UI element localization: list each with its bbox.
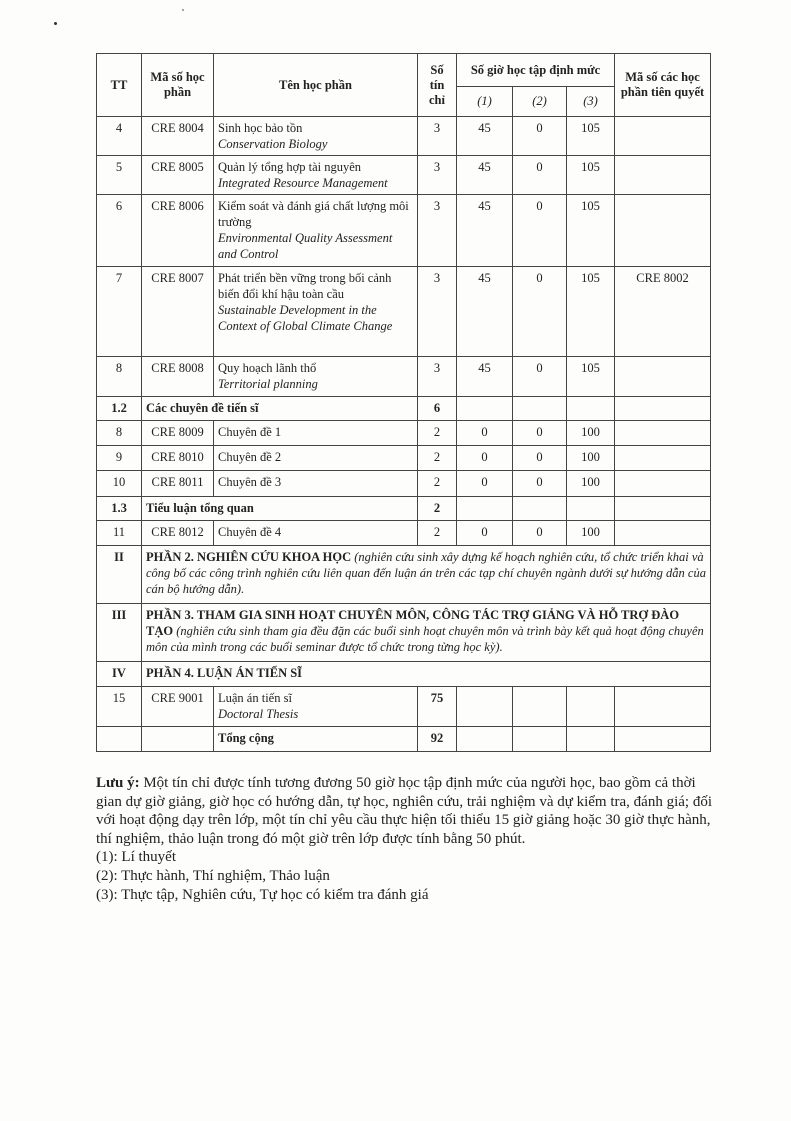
row-credits: 3 [418,156,457,195]
empty-cell [97,727,142,752]
part-row [97,604,711,662]
row-name [214,117,418,156]
empty-cell [615,421,711,446]
name-en: Sustainable Development in the Context of Global Climate Change [218,303,393,333]
row-h1: 45 [457,156,513,195]
table-row [97,421,711,446]
row-h2: 0 [513,117,567,156]
name-en: Environmental Quality Assessment and Control [218,231,393,261]
header-hours: Số giờ học tập định mức [457,54,615,87]
table-row [97,521,711,546]
row-h3: 105 [567,156,615,195]
note-label: Lưu ý: [96,775,140,791]
row-tt: 5 [97,156,142,195]
row-h2: 0 [513,421,567,446]
row-h1: 0 [457,421,513,446]
part-desc: (nghiên cứu sinh tham gia đều đặn các buổi sinh hoạt chuyên môn và trình bày kết quả hoạt động chuyên môn của mình trong các buổi seminar được tổ chức trong từng học kỳ). [146,624,704,654]
table-row [97,471,711,497]
row-code: CRE 9001 [142,687,214,727]
row-tt: 15 [97,687,142,727]
row-h2: 0 [513,471,567,497]
section-label: Tiểu luận tổng quan [142,497,418,521]
empty-cell [513,727,567,752]
total-credits: 92 [418,727,457,752]
part-title: PHẦN 2. NGHIÊN CỨU KHOA HỌC [146,550,352,564]
table-row [97,446,711,471]
header-prereq: Mã số các học phần tiên quyết [615,54,711,117]
name-vi: Luận án tiến sĩ [218,691,292,705]
row-code: CRE 8006 [142,195,214,267]
row-h1: 0 [457,446,513,471]
section-credits: 2 [418,497,457,521]
row-tt: 8 [97,357,142,397]
row-h1: 0 [457,471,513,497]
row-name [214,156,418,195]
table-row [97,267,711,357]
part-title: PHẦN 4. LUẬN ÁN TIẾN SĨ [142,662,711,687]
row-h2: 0 [513,446,567,471]
note-paragraph [96,774,716,848]
total-row [97,727,711,752]
row-name: Chuyên đề 2 [214,446,418,471]
row-credits: 2 [418,471,457,497]
part-tt: II [97,546,142,604]
row-h3: 105 [567,267,615,357]
part-title: PHẦN 3. THAM GIA SINH HOẠT CHUYÊN MÔN, CÔNG TÁC TRỢ GIẢNG VÀ HỖ TRỢ ĐÀO TẠO [146,608,680,638]
row-name [214,195,418,267]
empty-cell [457,497,513,521]
row-tt: 8 [97,421,142,446]
empty-cell [567,727,615,752]
row-h2: 0 [513,357,567,397]
section-row [97,497,711,521]
row-prereq [615,195,711,267]
row-code: CRE 8005 [142,156,214,195]
name-vi: Sinh học bảo tồn [218,121,303,135]
empty-cell [615,687,711,727]
row-h3: 100 [567,471,615,497]
row-code: CRE 8004 [142,117,214,156]
row-h1: 45 [457,357,513,397]
part-row [97,662,711,687]
name-vi: Kiểm soát và đánh giá chất lượng môi trường [218,199,409,229]
row-code: CRE 8007 [142,267,214,357]
header-name: Tên học phần [214,54,418,117]
empty-cell [615,397,711,421]
section-label: Các chuyên đề tiến sĩ [142,397,418,421]
row-prereq [615,117,711,156]
empty-cell [615,727,711,752]
empty-cell [615,446,711,471]
table-row [97,156,711,195]
section-tt: 1.2 [97,397,142,421]
row-code: CRE 8012 [142,521,214,546]
name-vi: Phát triển bền vững trong bối cảnh biến đổi khí hậu toàn cầu [218,271,392,301]
row-h1: 0 [457,521,513,546]
table-row [97,117,711,156]
curriculum-table [96,53,711,752]
row-code: CRE 8010 [142,446,214,471]
name-vi: Quy hoạch lãnh thổ [218,361,317,375]
row-tt: 6 [97,195,142,267]
row-credits: 3 [418,195,457,267]
total-label: Tổng cộng [214,727,418,752]
empty-cell [142,727,214,752]
legend-3: (3): Thực tập, Nghiên cứu, Tự học có kiểm tra đánh giá [96,886,429,903]
row-credits: 2 [418,521,457,546]
row-credits: 75 [418,687,457,727]
row-tt: 7 [97,267,142,357]
row-h2: 0 [513,267,567,357]
table-row [97,195,711,267]
section-credits: 6 [418,397,457,421]
header-tt: TT [97,54,142,117]
empty-cell [567,687,615,727]
row-name: Chuyên đề 3 [214,471,418,497]
row-code: CRE 8009 [142,421,214,446]
section-row [97,397,711,421]
name-en: Doctoral Thesis [218,707,299,721]
section-tt: 1.3 [97,497,142,521]
part-tt: III [97,604,142,662]
part-tt: IV [97,662,142,687]
row-prereq: CRE 8002 [615,267,711,357]
row-h1: 45 [457,195,513,267]
row-h2: 0 [513,195,567,267]
empty-cell [567,397,615,421]
row-h3: 100 [567,446,615,471]
empty-cell [615,497,711,521]
part-content [142,546,711,604]
row-h2: 0 [513,156,567,195]
header-credits: Số tín chỉ [418,54,457,117]
empty-cell [513,397,567,421]
row-name [214,357,418,397]
part-content [142,604,711,662]
row-tt: 11 [97,521,142,546]
header-code: Mã số học phần [142,54,214,117]
name-vi: Quản lý tổng hợp tài nguyên [218,160,362,174]
empty-cell [457,727,513,752]
row-credits: 2 [418,446,457,471]
name-en: Territorial planning [218,377,318,391]
empty-cell [615,521,711,546]
row-credits: 3 [418,117,457,156]
scan-speck [182,9,184,11]
table-row [97,357,711,397]
empty-cell [513,497,567,521]
name-en: Integrated Resource Management [218,176,388,190]
legend-1: (1): Lí thuyết [96,849,176,866]
table-row [97,687,711,727]
empty-cell [457,687,513,727]
row-h1: 45 [457,117,513,156]
row-tt: 10 [97,471,142,497]
row-tt: 9 [97,446,142,471]
part-desc: (nghiên cứu sinh xây dựng kế hoạch nghiên cứu, tổ chức triển khai và công bố các công trình nghiên cứu liên quan đến luận án trên các tạp chí chuyên ngành dưới sự hướng dẫn của cán bộ hướng dẫn). [146,550,706,596]
row-h3: 100 [567,521,615,546]
row-h3: 105 [567,117,615,156]
note-section [96,774,716,904]
part-row [97,546,711,604]
header-h2: (2) [513,87,567,117]
name-en: Conservation Biology [218,137,328,151]
row-h1: 45 [457,267,513,357]
row-prereq [615,357,711,397]
empty-cell [457,397,513,421]
legend-2: (2): Thực hành, Thí nghiệm, Thảo luận [96,867,330,884]
header-h1: (1) [457,87,513,117]
row-code: CRE 8011 [142,471,214,497]
scan-speck [54,22,57,25]
row-code: CRE 8008 [142,357,214,397]
header-h3: (3) [567,87,615,117]
row-tt: 4 [97,117,142,156]
empty-cell [567,497,615,521]
note-text: Một tín chỉ được tính tương đương 50 giờ học tập định mức của người học, bao gồm cả thời gian dự giờ giảng, giờ học có hướng dẫn, tự học, nghiên cứu, trải nghiệm và dự kiểm tra, đánh giá; đối với hoạt động dạy trên lớp, một tín chỉ yêu cầu thực hiện tối thiểu 15 giờ giảng hoặc 30 giờ thực hành, thí nghiệm, thảo luận trong đó một giờ trên lớp được tính bằng 50 phút. [96,775,712,847]
row-h3: 105 [567,195,615,267]
row-credits: 3 [418,267,457,357]
row-name: Chuyên đề 1 [214,421,418,446]
row-h3: 100 [567,421,615,446]
row-credits: 2 [418,421,457,446]
row-name [214,687,418,727]
header-row [97,54,711,87]
row-h2: 0 [513,521,567,546]
empty-cell [615,471,711,497]
row-name [214,267,418,357]
empty-cell [513,687,567,727]
row-credits: 3 [418,357,457,397]
row-prereq [615,156,711,195]
row-name: Chuyên đề 4 [214,521,418,546]
row-h3: 105 [567,357,615,397]
